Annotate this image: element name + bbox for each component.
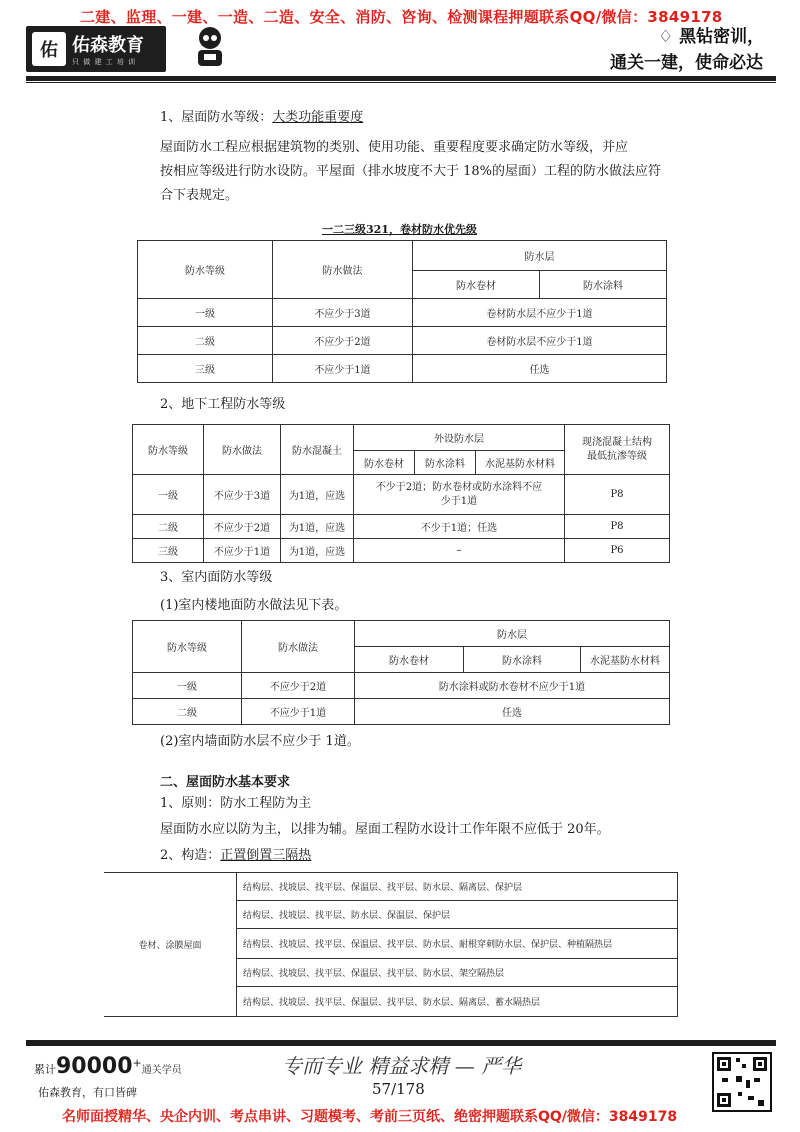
header-cell: 防水做法 [204,425,281,475]
table-cell: 二级 [138,327,273,355]
table-cell: 不应少于3道 [273,299,413,327]
bottom-contact-banner: 名师面授精华、央企内训、考点串讲、习题模考、考前三页纸、绝密押题联系QQ/微信：3849178 [62,1109,678,1125]
header-divider-thin [26,82,776,83]
page-number: 57/178 [372,1080,425,1098]
table-row [104,873,678,901]
footer-stat: 累计90000+通关学员 [34,1054,182,1079]
part2-principle: 1、原则：防水工程防为主 [160,796,312,811]
table-cell: 为1道，应选 [281,475,354,515]
qr-code-icon [712,1052,772,1112]
table-cell: 结构层、找坡层、找平层、防水层、保温层、保护层 [237,901,678,929]
table-cell: 防水涂料或防水卷材不应少于1道 [355,673,670,699]
table-cell: 为1道，应选 [281,539,354,563]
diamond-icon: ♢ [658,27,674,47]
slogan-line-1: ♢ 黑钻密训， [658,27,765,47]
header-cell: 防水卷材 [355,647,464,673]
header-cell: 防水卷材 [413,271,540,299]
header-divider [26,76,776,81]
table-cell: 任选 [355,699,670,725]
table-cell: 结构层、找坡层、找平层、保温层、找平层、防水层、耐根穿刺防水层、保护层、种植隔热层 [237,929,678,959]
section1-body-line3: 合下表规定。 [160,188,239,203]
logo-seal-icon: 佑 [32,32,66,66]
section3-heading: 3、室内面防水等级 [160,570,273,585]
table-cell: 为1道，应选 [281,515,354,539]
section2-heading: 2、地下工程防水等级 [160,397,286,412]
table-row [138,299,667,327]
slogan-line-2: 通关一建，使命必达 [610,53,763,73]
section3-sub2: (2)室内墙面防水层不应少于 1道。 [160,734,360,749]
table-cell: 卷材防水层不应少于1道 [413,299,667,327]
table-cell: 任选 [413,355,667,383]
table-cell: 三级 [133,539,204,563]
header-cell: 防水等级 [133,425,204,475]
section1-body-line2: 按相应等级进行防水设防。平屋面（排水坡度不大于 18%的屋面）工程的防水做法应符 [160,164,662,179]
roof-construction-table [104,872,678,1017]
table-cell: – [354,539,565,563]
table-cell: 一级 [133,673,242,699]
underground-waterproof-table [132,424,670,563]
part2-body: 屋面防水应以防为主，以排为辅。屋面工程防水设计工作年限不应低于 20年。 [160,822,610,837]
header-cell: 外设防水层 [354,425,565,451]
table-cell: 结构层、找坡层、找平层、保温层、找平层、防水层、隔离层、蓄水隔热层 [237,987,678,1017]
header-cell: 防水涂料 [464,647,581,673]
table-cell: 不应少于1道 [242,699,355,725]
table-cell: 不应少于1道 [204,539,281,563]
table-cell [354,475,565,515]
cell-text: 少于1道 [440,495,478,507]
header-cell: 防水涂料 [540,271,667,299]
table-cell: 卷材防水层不应少于1道 [413,327,667,355]
header-cell [565,425,670,475]
table-row [133,539,670,563]
header-cell: 水泥基防水材料 [581,647,670,673]
table-cell: 一级 [133,475,204,515]
table-cell: 不应少于3道 [204,475,281,515]
part2-construct: 2、构造：正置倒置三隔热 [160,848,312,863]
table-row [133,515,670,539]
roof-waterproof-table [137,240,667,383]
cell-text: 不少于2道；防水卷材或防水涂料不应 [375,481,543,493]
handwritten-signature: 专而专业 精益求精 — 严华 [282,1054,522,1078]
mascot-icon [192,24,228,68]
header-cell: 防水卷材 [354,451,415,475]
indoor-floor-table [132,620,670,725]
header-text: 现浇混凝土结构 [582,436,652,448]
header-cell: 防水等级 [138,241,273,299]
table-cell: 不应少于2道 [204,515,281,539]
footer-company: 佑森教育，有口皆碑 [38,1086,137,1099]
table-row [133,699,670,725]
table-cell: 二级 [133,515,204,539]
header-cell: 防水混凝土 [281,425,354,475]
table-cell: 不少于1道；任选 [354,515,565,539]
table-cell: 不应少于1道 [273,355,413,383]
brand-logo [26,26,166,72]
header-cell: 防水等级 [133,621,242,673]
table-cell: P8 [565,475,670,515]
table-row [133,673,670,699]
part2-heading: 二、屋面防水基本要求 [160,775,291,790]
table-cell: 不应少于2道 [242,673,355,699]
table-cell: 三级 [138,355,273,383]
table-cell: 结构层、找坡层、找平层、保温层、找平层、防水层、隔离层、保护层 [237,873,678,901]
roof-table-title: 一二三级321，卷材防水优先级 [322,223,477,236]
table-cell: 不应少于2道 [273,327,413,355]
section3-sub1: (1)室内楼地面防水做法见下表。 [160,598,348,613]
header-cell: 防水做法 [273,241,413,299]
logo-name: 佑森教育 [72,35,144,56]
top-contact-banner: 二建、监理、一建、一造、二造、安全、消防、咨询、检测课程押题联系QQ/微信：3849178 [80,8,723,26]
header-cell: 防水层 [413,241,667,271]
table-cell: P8 [565,515,670,539]
header-cell: 防水层 [355,621,670,647]
table-cell: 结构层、找坡层、找平层、保温层、找平层、防水层、架空隔热层 [237,959,678,987]
table-row [133,475,670,515]
header-cell: 水泥基防水材料 [476,451,565,475]
header-cell: 防水涂料 [415,451,476,475]
footer-divider [26,1040,776,1046]
section1-body-line1: 屋面防水工程应根据建筑物的类别、使用功能、重要程度要求确定防水等级，并应 [160,140,629,155]
table-cell: 二级 [133,699,242,725]
table-row [138,355,667,383]
logo-subtitle: 只 做 建 工 培 训 [72,58,137,66]
table-cell: 一级 [138,299,273,327]
table-label-cell: 卷材、涂膜屋面 [104,873,237,1017]
header-text: 最低抗渗等级 [587,450,647,462]
header-cell: 防水做法 [242,621,355,673]
table-row [138,327,667,355]
section1-heading: 1、屋面防水等级：大类功能重要度 [160,110,364,125]
table-cell: P6 [565,539,670,563]
